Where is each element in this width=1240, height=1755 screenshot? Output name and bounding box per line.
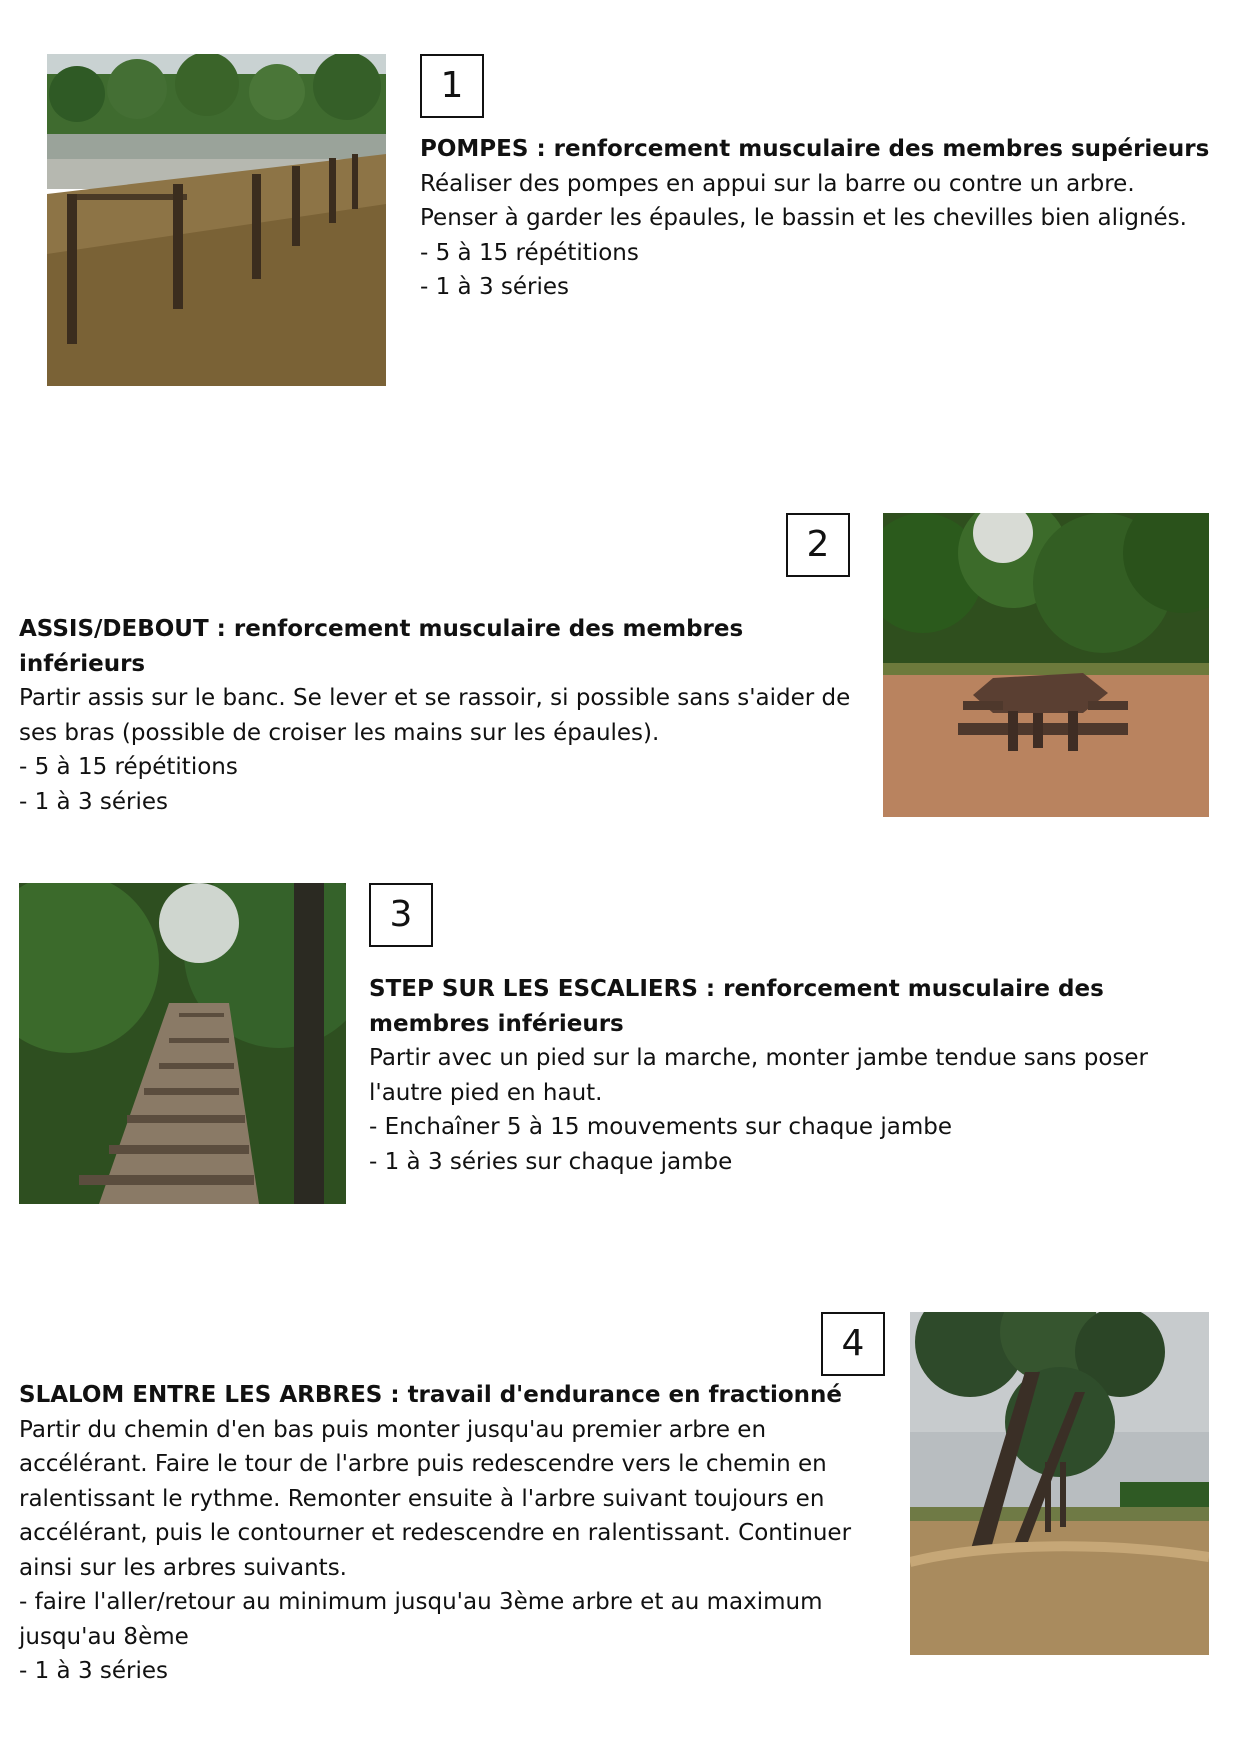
picnic-table-photo: [883, 513, 1209, 817]
exercise-3-text: [369, 972, 1199, 1179]
exercise-4-series: - 1 à 3 séries: [19, 1658, 169, 1684]
exercise-4-text: [19, 1378, 889, 1689]
wooden-bars-photo: [47, 54, 386, 386]
exercise-3-series: - 1 à 3 séries sur chaque jambe: [369, 1148, 733, 1175]
exercise-1-title: POMPES : renforcement musculaire des membres supérieurs: [420, 136, 1210, 162]
exercise-4-round-trip: - faire l'aller/retour au minimum jusqu'au 3ème arbre et au maximum jusqu'au 8ème: [19, 1589, 823, 1650]
exercise-2-title: ASSIS/DEBOUT : renforcement musculaire des membres inférieurs: [19, 616, 744, 677]
exercise-2-repetitions: - 5 à 15 répétitions: [19, 754, 238, 780]
exercise-number-4: 4: [821, 1312, 885, 1376]
pine-trees-photo: [910, 1312, 1209, 1655]
exercise-2-text: [19, 612, 869, 819]
exercise-number-3: 3: [369, 883, 433, 947]
exercise-number-1: 1: [420, 54, 484, 118]
exercise-number-2: 2: [786, 513, 850, 577]
exercise-1-repetitions: - 5 à 15 répétitions: [420, 239, 639, 266]
exercise-4-title: SLALOM ENTRE LES ARBRES : travail d'endurance en fractionné: [19, 1382, 843, 1408]
exercise-3-title: STEP SUR LES ESCALIERS : renforcement musculaire des membres inférieurs: [369, 976, 1104, 1037]
exercise-3-movements: - Enchaîner 5 à 15 mouvements sur chaque jambe: [369, 1114, 953, 1140]
exercise-2-series: - 1 à 3 séries: [19, 788, 169, 815]
forest-stairs-photo: [19, 883, 346, 1204]
exercise-4-description: Partir du chemin d'en bas puis monter jusqu'au premier arbre en accélérant. Faire le tour de l'arbre puis redescendre vers le chemin en ralentissant le rythme. Remonter ensuite à l'arbre suivant toujours en accélérant, puis le contourner et redescendre en ralentissant. Continuer ainsi sur les arbres suivants.: [19, 1416, 852, 1581]
exercise-1-text: [420, 132, 1210, 305]
exercise-1-description: Réaliser des pompes en appui sur la barre ou contre un arbre. Penser à garder les épaules, le bassin et les chevilles bien alignés.: [420, 170, 1187, 231]
exercise-1-series: - 1 à 3 séries: [420, 274, 570, 300]
exercise-2-description: Partir assis sur le banc. Se lever et se rassoir, si possible sans s'aider de ses bras (possible de croiser les mains sur les épaules).: [19, 685, 851, 746]
exercise-3-description: Partir avec un pied sur la marche, monter jambe tendue sans poser l'autre pied en haut.: [369, 1045, 1148, 1106]
